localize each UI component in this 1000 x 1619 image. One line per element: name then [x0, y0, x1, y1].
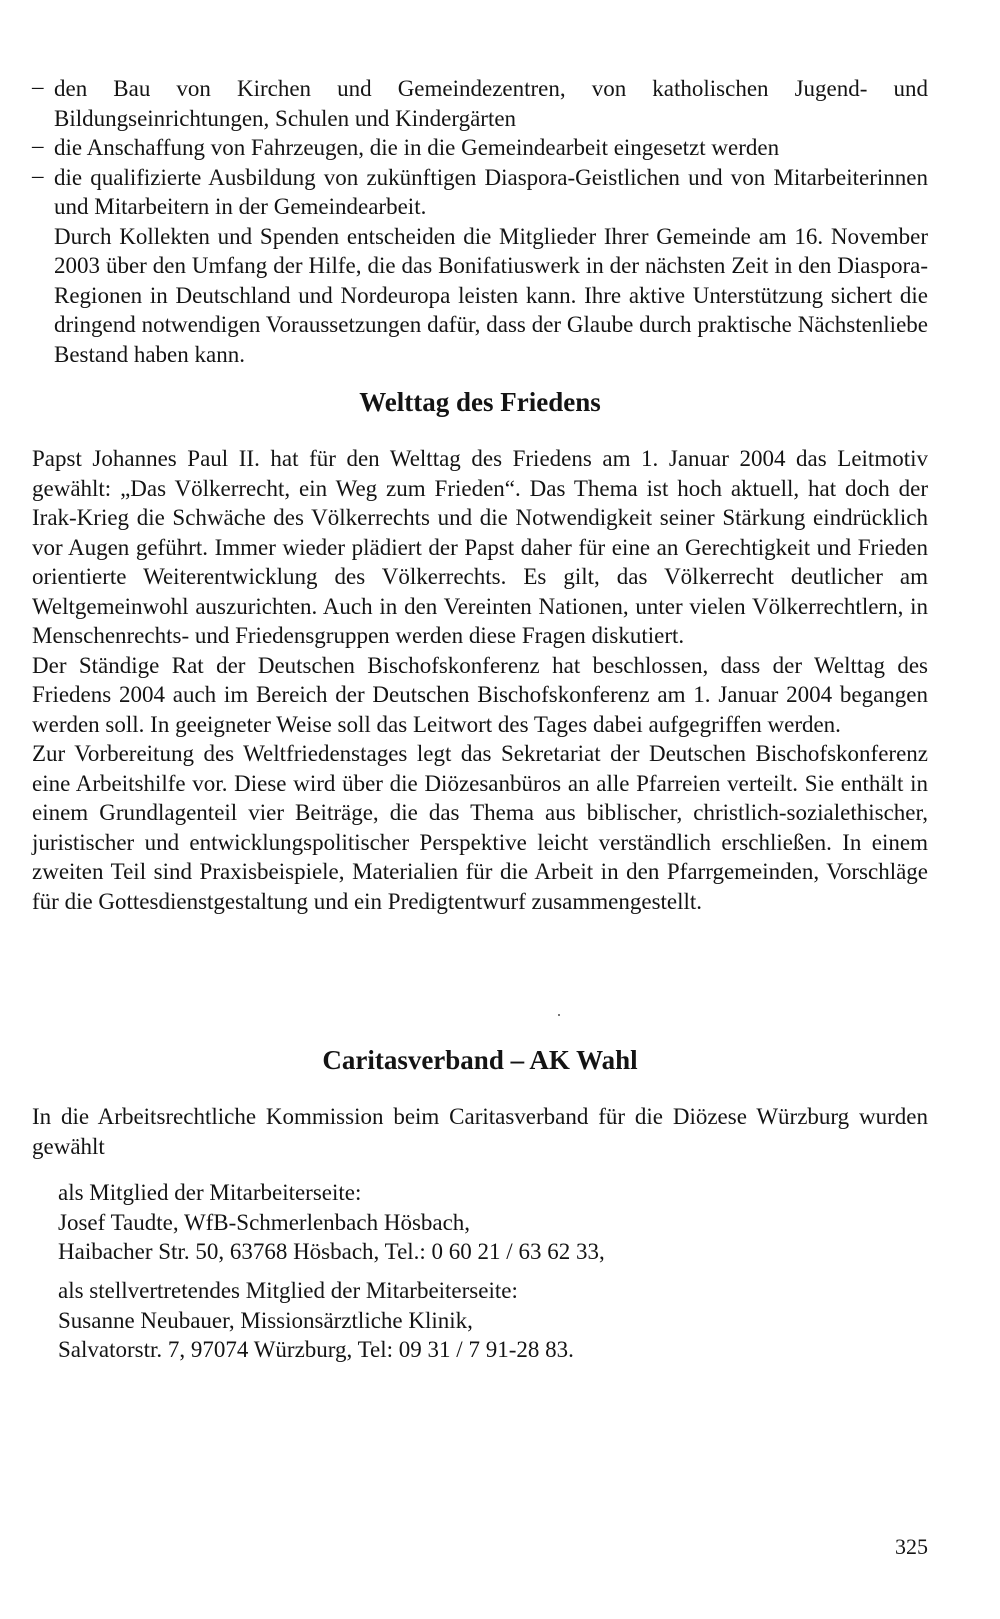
caritas-section [32, 1102, 928, 1161]
member-role: als Mitglied der Mitarbeiterseite: [58, 1180, 362, 1205]
welttag-paragraph-3: Zur Vorbereitung des Weltfriedenstages legt das Sekretariat der Deutschen Bischofskonferenz eine Arbeitshilfe vor. Diese wird über die Diözesanbüros an alle Pfarreien verteilt. Sie enthält in einem Grundlagenteil vier Beiträge, die das Thema aus biblischer, christlich-sozialethischer, juristischer und entwicklungspolitischer Perspektive leicht verständlich erschließen. In einem zweiten Teil sind Praxisbeispiele, Materialien für die Arbeit in den Pfarrgemeinden, Vorschläge für die Gottesdienstgestaltung und ein Predigtentwurf zusammengestellt. [32, 741, 928, 914]
deputy-role: als stellvertretendes Mitglied der Mitarbeiterseite: [58, 1278, 518, 1303]
member-address: Haibacher Str. 50, 63768 Hösbach, Tel.: 0 60 21 / 63 62 33, [58, 1239, 605, 1264]
member-name: Josef Taudte, WfB-Schmerlenbach Hösbach, [58, 1209, 471, 1235]
list-item-text: die Anschaffung von Fahrzeugen, die in die Gemeindearbeit eingesetzt werden [54, 135, 780, 160]
print-speck [558, 1014, 560, 1016]
list-dash: – [32, 162, 44, 188]
bonifatius-paragraph: Durch Kollekten und Spenden entscheiden die Mitglieder Ihrer Gemeinde am 16. November 2003 über den Umfang der Hilfe, die das Bonifatiuswerk in der nächsten Zeit in den Diaspora-Regionen in Deutschland und Nordeuropa leisten kann. Ihre aktive Unterstützung sichert die dringend notwendigen Voraussetzungen dafür, dass der Glaube durch praktische Nächstenliebe Bestand haben kann. [54, 223, 928, 367]
welttag-section [32, 444, 928, 916]
deputy-block [58, 1276, 574, 1365]
welttag-paragraph-1: Papst Johannes Paul II. hat für den Welttag des Friedens am 1. Januar 2004 das Leitmotiv gewählt: „Das Völkerrecht, ein Weg zum Frieden“. Das Thema ist hoch aktuell, hat doch der Irak-Krieg die Schwäche des Völkerrechts und die Notwendigkeit seiner Stärkung eindrücklich vor Augen geführt. Immer wieder plädiert der Papst daher für eine an Gerechtigkeit und Frieden orientierte Weiterentwicklung des Völkerrechts. Es gilt, das Völkerrecht deutlicher am Weltgemeinwohl auszurichten. Auch in den Vereinten Nationen, unter vielen Völkerrechtlern, in Menschenrechts- und Friedensgruppen werden diese Fragen diskutiert. [32, 446, 928, 648]
section-heading-caritas: Caritasverband – AK Wahl [322, 1045, 638, 1075]
list-item [32, 74, 928, 133]
member-block [58, 1178, 605, 1267]
list-item-text: die qualifizierte Ausbildung von zukünftigen Diaspora-Geistlichen und von Mitarbeiterinnen und Mitarbeitern in der Gemeindearbeit. [54, 164, 928, 219]
list-dash: – [32, 74, 44, 99]
caritas-intro: In die Arbeitsrechtliche Kommission beim Caritasverband für die Diözese Würzburg wurden gewählt [32, 1104, 928, 1159]
section-heading-welttag: Welttag des Friedens [359, 387, 601, 417]
deputy-name: Susanne Neubauer, Missionsärztliche Klinik, [58, 1307, 473, 1333]
deputy-address: Salvatorstr. 7, 97074 Würzburg, Tel: 09 31 / 7 91-28 83. [58, 1337, 574, 1362]
welttag-paragraph-2: Der Ständige Rat der Deutschen Bischofskonferenz hat beschlossen, dass der Welttag des Friedens 2004 auch im Bereich der Deutschen Bischofskonferenz am 1. Januar 2004 begangen werden soll. In geeigneter Weise soll das Leitwort des Tages dabei aufgegriffen werden. [32, 652, 928, 737]
list-item-text: den Bau von Kirchen und Gemeindezentren, von katholischen Jugend- und Bildungseinrichtungen, Schulen und Kindergärten [54, 76, 928, 131]
page-number: 325 [895, 1534, 928, 1559]
list-dash: – [32, 133, 44, 158]
list-item [32, 163, 928, 222]
list-item [32, 133, 928, 163]
top-section [32, 74, 928, 369]
